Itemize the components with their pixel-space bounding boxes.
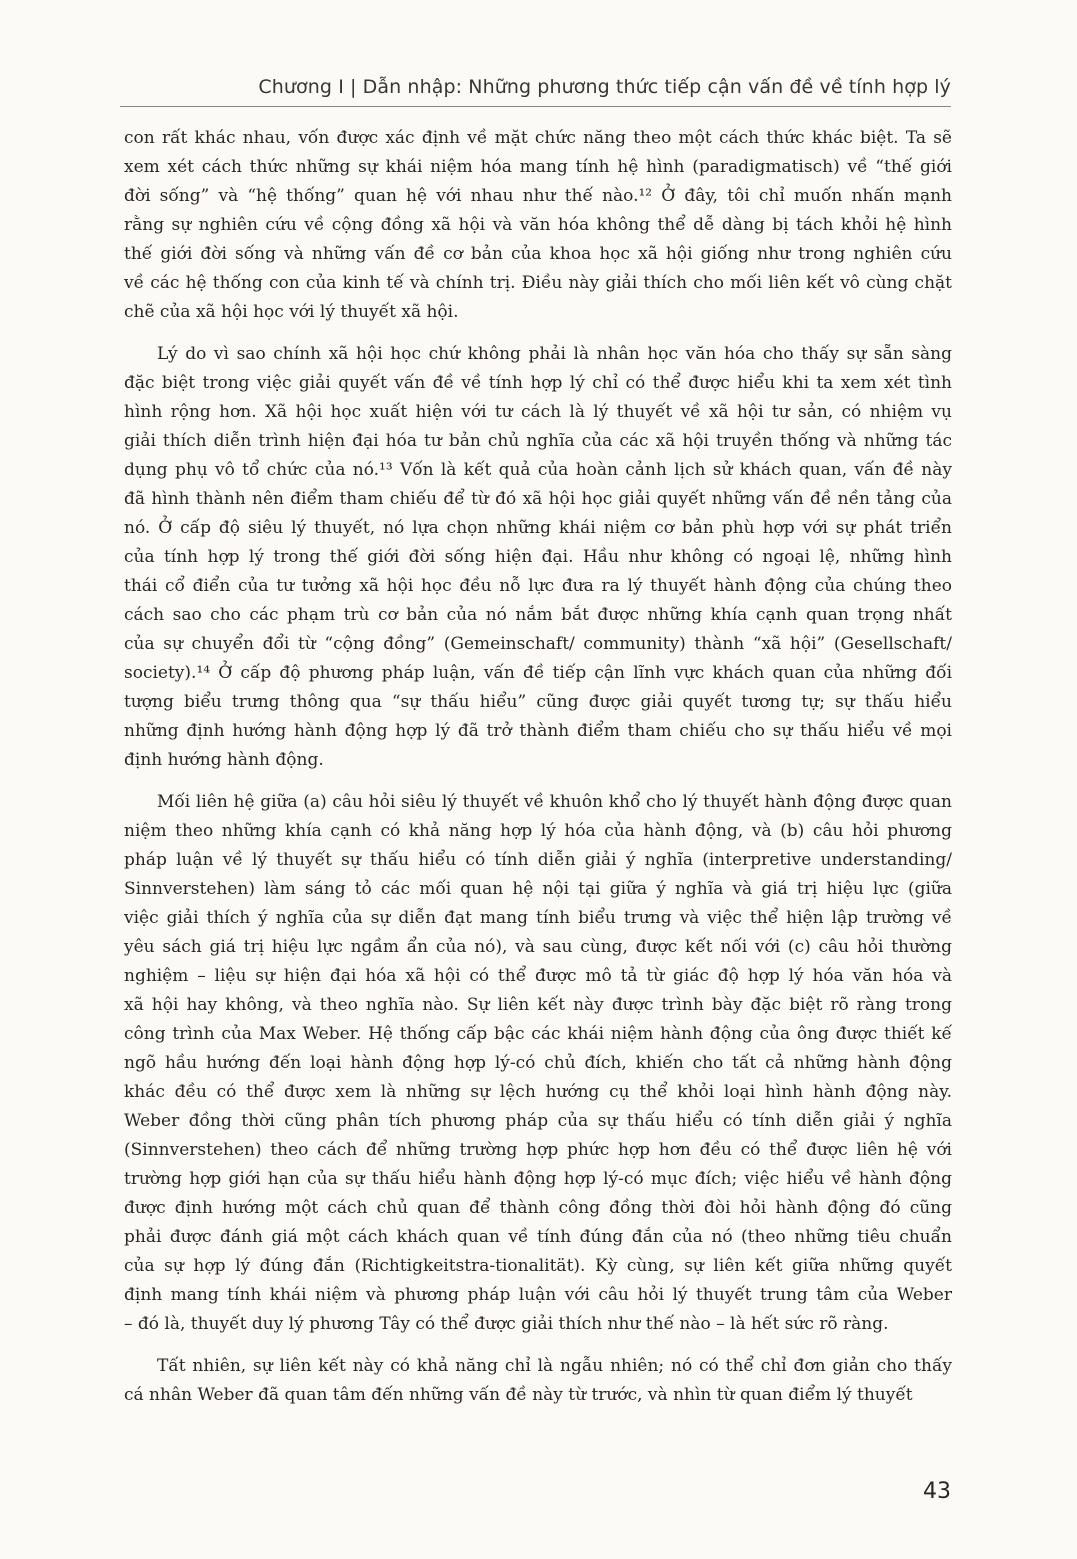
text-line: dụng phụ vô tổ chức của nó.¹³ Vốn là kết quả của hoàn cảnh lịch sử khách quan, vấn đề này	[124, 460, 952, 480]
text-line: niệm theo những khía cạnh có khả năng hợp lý hóa của hành động, và (b) câu hỏi phương	[124, 821, 952, 841]
text-line: của tính hợp lý trong thế giới đời sống hiện đại. Hầu như không có ngoại lệ, những hình	[124, 547, 952, 567]
text-line: Tất nhiên, sự liên kết này có khả năng chỉ là ngẫu nhiên; nó có thể chỉ đơn giản cho thấy	[157, 1356, 952, 1376]
text-line: pháp luận về lý thuyết sự thấu hiểu có tính diễn giải ý nghĩa (interpretive understanding/	[124, 850, 952, 870]
text-line: nó. Ở cấp độ siêu lý thuyết, nó lựa chọn những khái niệm cơ bản phù hợp với sự phát triển	[124, 518, 952, 538]
paragraph-gap	[124, 327, 952, 340]
page-number: 43	[923, 1479, 951, 1504]
paragraph-gap	[124, 775, 952, 788]
text-line: cách sao cho các phạm trù cơ bản của nó nắm bắt được những khía cạnh quan trọng nhất	[124, 605, 952, 625]
text-line: thái cổ điển của tư tưởng xã hội học đều nỗ lực đưa ra lý thuyết hành động của chúng theo	[124, 576, 952, 596]
text-line: định hướng hành động.	[124, 750, 324, 770]
text-line: cá nhân Weber đã quan tâm đến những vấn đề này từ trước, và nhìn từ quan điểm lý thuyết	[124, 1385, 913, 1405]
text-line: khác đều có thể được xem là những sự lệch hướng cụ thể khỏi loại hình hành động này.	[124, 1082, 952, 1102]
text-line: ngõ hầu hướng đến loại hành động hợp lý-có chủ đích, khiến cho tất cả những hành động	[124, 1053, 952, 1073]
text-line: đặc biệt trong việc giải quyết vấn đề về tính hợp lý chỉ có thể được hiểu khi ta xem xét tình	[124, 373, 952, 393]
text-line: phải được đánh giá một cách khách quan về tính đúng đắn của nó (theo những tiêu chuẩn	[124, 1227, 952, 1247]
text-line: đã hình thành nên điểm tham chiếu để từ đó xã hội học giải quyết những vấn đề nền tảng của	[124, 489, 952, 509]
text-line: Lý do vì sao chính xã hội học chứ không phải là nhân học văn hóa cho thấy sự sẵn sàng	[157, 344, 952, 364]
text-line: được định hướng một cách chủ quan để thành công đồng thời đòi hỏi hành động đó cũng	[124, 1198, 952, 1218]
running-header: Chương I | Dẫn nhập: Những phương thức tiếp cận vấn đề về tính hợp lý	[258, 76, 951, 98]
text-line: về các hệ thống con của kinh tế và chính trị. Điều này giải thích cho mối liên kết vô cùng chặt	[124, 273, 952, 293]
paragraph	[124, 788, 952, 1339]
text-line: giải thích diễn trình hiện đại hóa tư bản chủ nghĩa của các xã hội truyền thống và những tác	[124, 431, 952, 451]
text-line: chẽ của xã hội học với lý thuyết xã hội.	[124, 302, 459, 322]
text-line: society).¹⁴ Ở cấp độ phương pháp luận, vấn đề tiếp cận lĩnh vực khách quan của những đối	[124, 663, 952, 683]
header-rule	[120, 106, 951, 107]
text-line: hình rộng hơn. Xã hội học xuất hiện với tư cách là lý thuyết về xã hội tư sản, có nhiệm vụ	[124, 402, 952, 422]
text-line: (Sinnverstehen) theo cách để những trường hợp phức hợp hơn đều có thể được liên hệ với	[124, 1140, 952, 1160]
paragraph-gap	[124, 1339, 952, 1352]
text-line: trường hợp giới hạn của sự thấu hiểu hành động hợp lý-có mục đích; việc hiểu về hành động	[124, 1169, 952, 1189]
paragraph	[124, 124, 952, 327]
text-line: Weber đồng thời cũng phân tích phương pháp của sự thấu hiểu có tính diễn giải ý nghĩa	[124, 1111, 952, 1131]
text-line: rằng sự nghiên cứu về cộng đồng xã hội và văn hóa không thể dễ dàng bị tách khỏi hệ hình	[124, 215, 952, 235]
text-line: công trình của Max Weber. Hệ thống cấp bậc các khái niệm hành động của ông được thiết kế	[124, 1024, 952, 1044]
text-line: Mối liên hệ giữa (a) câu hỏi siêu lý thuyết về khuôn khổ cho lý thuyết hành động được quan	[157, 792, 952, 812]
text-line: của sự hợp lý đúng đắn (Richtigkeitstra-tionalität). Kỳ cùng, sự liên kết giữa những quyết	[124, 1256, 952, 1276]
text-line: việc giải thích ý nghĩa của sự diễn đạt mang tính biểu trưng và việc thể hiện lập trường về	[124, 908, 952, 928]
text-line: đời sống” và “hệ thống” quan hệ với nhau như thế nào.¹² Ở đây, tôi chỉ muốn nhấn mạnh	[124, 186, 952, 206]
text-line: xã hội hay không, và theo nghĩa nào. Sự liên kết này được trình bày đặc biệt rõ ràng trong	[124, 995, 952, 1015]
text-line: nghiệm – liệu sự hiện đại hóa xã hội có thể được mô tả từ giác độ hợp lý hóa văn hóa và	[124, 966, 952, 986]
text-line: Sinnverstehen) làm sáng tỏ các mối quan hệ nội tại giữa ý nghĩa và giá trị hiệu lực (giữa	[124, 879, 952, 899]
text-line: tượng biểu trưng thông qua “sự thấu hiểu” cũng được giải quyết tương tự; sự thấu hiểu	[124, 692, 952, 712]
body-text	[124, 124, 952, 1410]
paragraph	[124, 340, 952, 775]
text-line: yêu sách giá trị hiệu lực ngầm ẩn của nó), và sau cùng, được kết nối với (c) câu hỏi thường	[124, 937, 952, 957]
paragraph	[124, 1352, 952, 1410]
text-line: con rất khác nhau, vốn được xác định về mặt chức năng theo một cách thức khác biệt. Ta sẽ	[124, 128, 952, 148]
text-line: thế giới đời sống và những vấn đề cơ bản của khoa học xã hội giống như trong nghiên cứu	[124, 244, 952, 264]
text-line: định mang tính khái niệm và phương pháp luận với câu hỏi lý thuyết trung tâm của Weber	[124, 1285, 952, 1305]
text-line: – đó là, thuyết duy lý phương Tây có thể được giải thích như thế nào – là hết sức rõ ràng.	[124, 1314, 889, 1334]
text-line: xem xét cách thức những sự khái niệm hóa mang tính hệ hình (paradigmatisch) về “thế giới	[124, 157, 952, 177]
text-line: những định hướng hành động hợp lý đã trở thành điểm tham chiếu cho sự thấu hiểu về mọi	[124, 721, 952, 741]
text-line: của sự chuyển đổi từ “cộng đồng” (Gemeinschaft/ community) thành “xã hội” (Gesellschaft/	[124, 634, 952, 654]
